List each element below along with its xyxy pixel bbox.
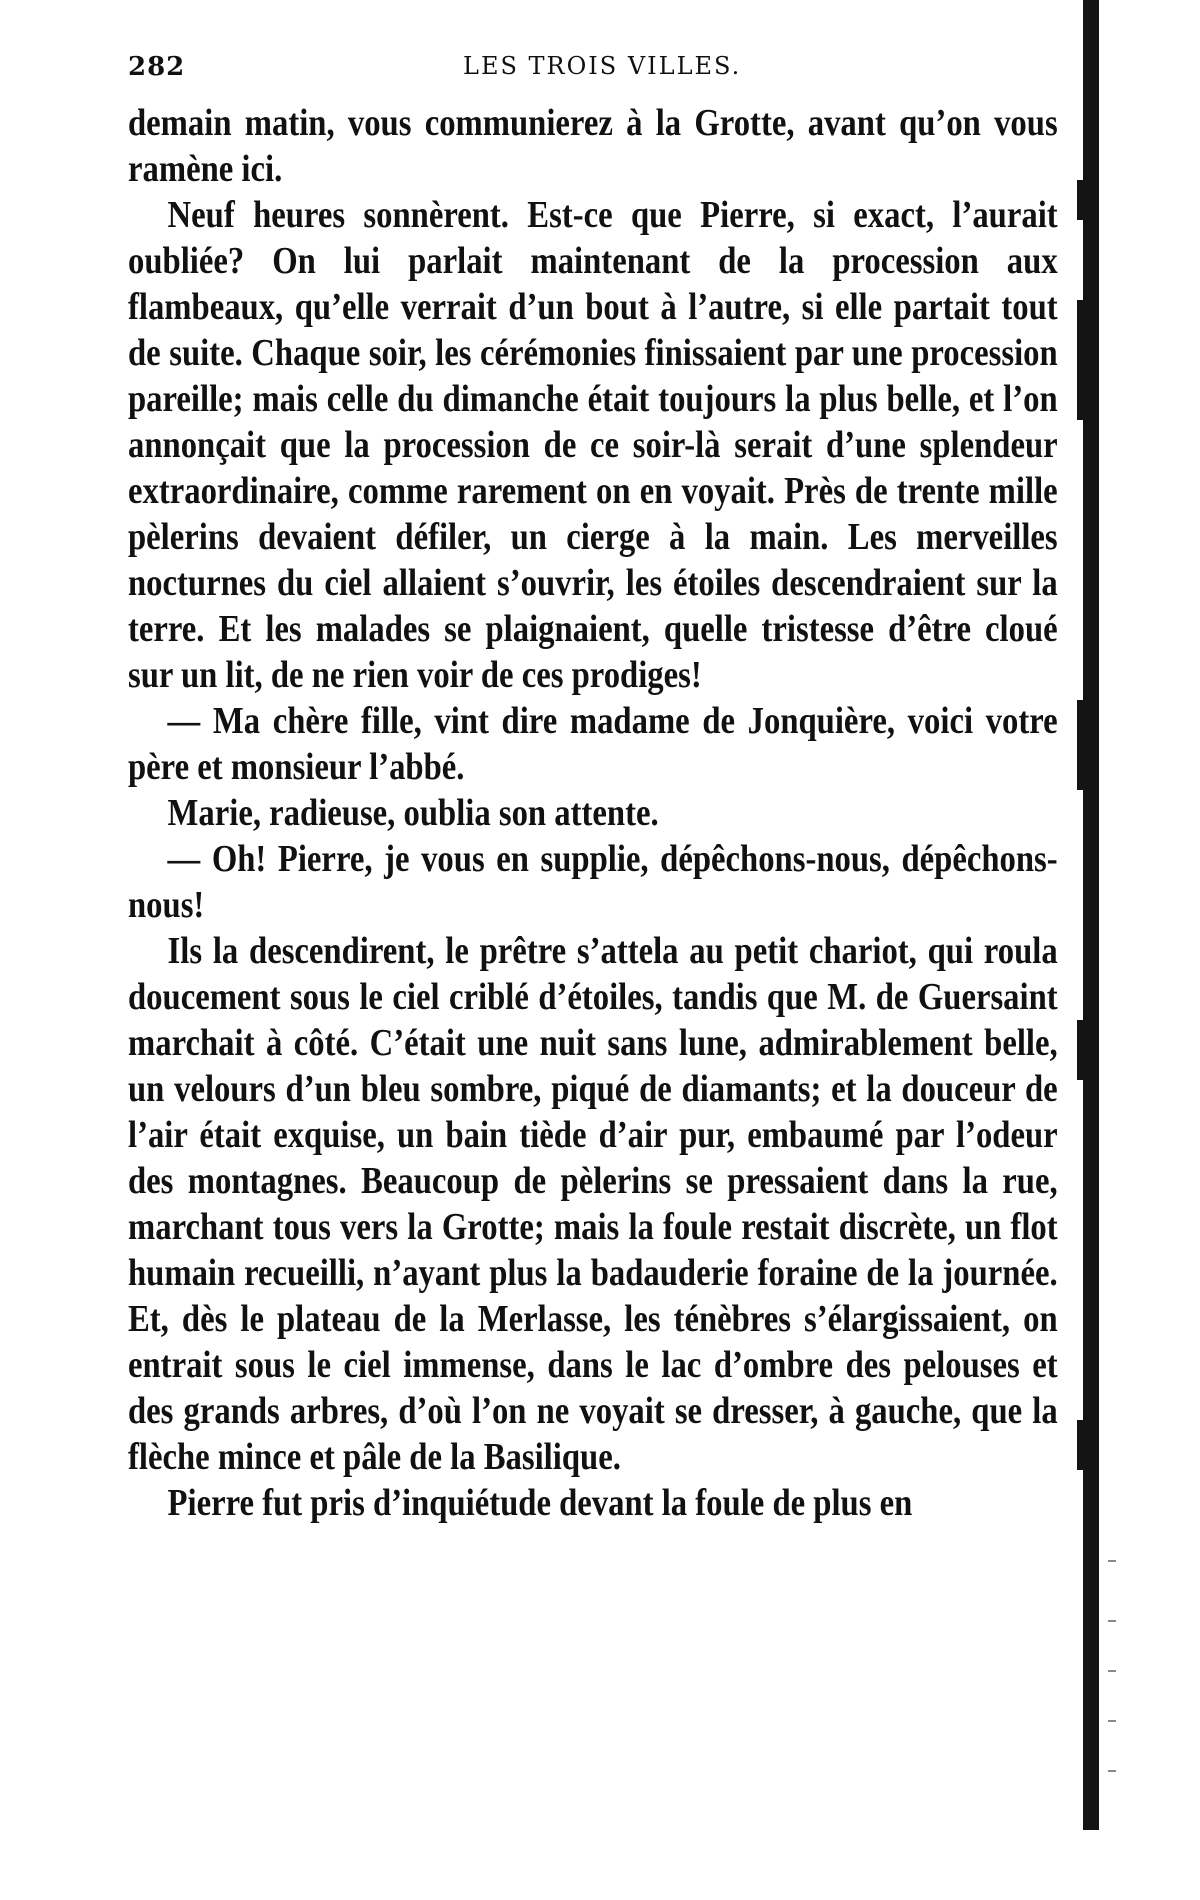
binding-shadow <box>1083 0 1099 1830</box>
paragraph: Marie, radieuse, oublia son attente. <box>167 792 659 834</box>
paragraph: Ils la descendirent, le prêtre s’attela au petit chariot, qui roula doucement sous le ciel criblé d’étoiles, tandis que M. de Guersaint marchait à côté. C’était une nuit sans lune, admirablement belle, un velours d’un bleu sombre, piqué de diamants; et la douceur de l’air était exquise, un bain tiède d’air pur, embaumé par l’odeur des montagnes. Beaucoup de pèlerins se pressaient dans la rue, marchant tous vers la Grotte; mais la foule restait discrète, un flot humain recueilli, n’ayant plus la badauderie foraine de la journée. Et, dès le plateau de la Merlasse, les ténèbres s’élargissaient, on entrait sous le ciel immense, dans le lac d’ombre des pelouses et des grands arbres, d’où l’on ne voyait se dresser, à gauche, que la flèche mince et pâle de la Basilique. <box>128 930 1058 1478</box>
page-header <box>128 52 1058 92</box>
speck <box>1108 1560 1116 1562</box>
binding-fray <box>1077 300 1083 420</box>
page-number: 282 <box>128 52 186 82</box>
binding-fray <box>1077 1420 1083 1470</box>
dialogue-line: — Ma chère fille, vint dire madame de Jonquière, voici votre père et monsieur l’abbé. <box>128 700 1058 788</box>
paragraph-truncated: Pierre fut pris d’inquiétude devant la foule de plus en <box>167 1482 913 1524</box>
speck <box>1108 1720 1116 1722</box>
body-text <box>128 100 1058 1526</box>
speck <box>1108 1770 1116 1772</box>
binding-fray <box>1077 1020 1083 1080</box>
paragraph: Neuf heures sonnèrent. Est-ce que Pierre, si exact, l’aurait oubliée? On lui parlait maintenant de la procession aux flambeaux, qu’elle verrait d’un bout à l’autre, si elle partait tout de suite. Chaque soir, les cérémonies finissaient par une procession pareille; mais celle du dimanche était toujours la plus belle, et l’on annonçait que la procession de ce soir-là serait d’une splendeur extraordinaire, comme rarement on en voyait. Près de trente mille pèlerins devaient défiler, un cierge à la main. Les merveilles nocturnes du ciel allaient s’ouvrir, les étoiles descendraient sur la terre. Et les malades se plaignaient, quelle tristesse d’être cloué sur un lit, de ne rien voir de ces prodiges! <box>128 194 1058 696</box>
paragraph-continuation: demain matin, vous communierez à la Grotte, avant qu’on vous ramène ici. <box>128 102 1058 190</box>
margin-specks <box>1108 1560 1118 1820</box>
speck <box>1108 1670 1116 1672</box>
running-title: LES TROIS VILLES. <box>463 52 742 80</box>
binding-fray <box>1077 700 1083 790</box>
speck <box>1108 1620 1116 1622</box>
dialogue-line: — Oh! Pierre, je vous en supplie, dépêchons-nous, dépêchons-nous! <box>128 838 1058 926</box>
binding-fray <box>1077 180 1083 220</box>
